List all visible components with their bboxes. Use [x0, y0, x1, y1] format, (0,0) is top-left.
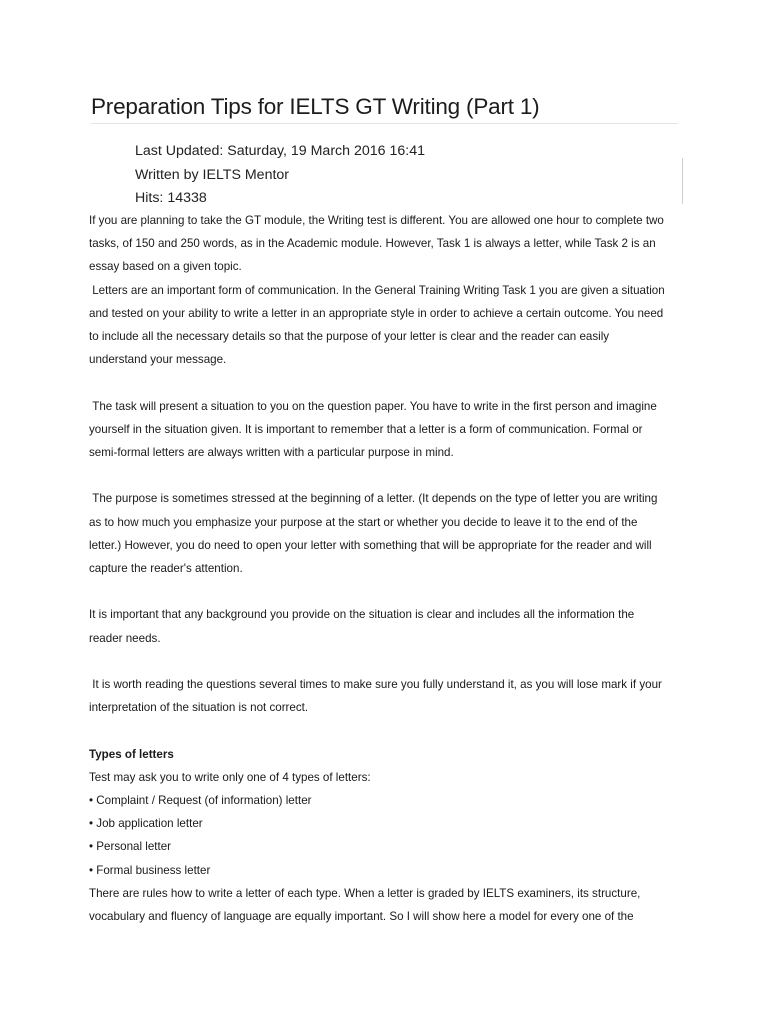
types-intro: Test may ask you to write only one of 4 types of letters: [89, 770, 371, 784]
author: Written by IELTS Mentor [135, 166, 290, 183]
article-body [89, 209, 669, 928]
paragraph-background: It is important that any background you provide on the situation is clear and includes all the information the reader needs. [89, 608, 638, 645]
letter-types-list [89, 789, 669, 882]
list-item: • Complaint / Request (of information) letter [89, 794, 312, 807]
paragraph-task-situation: The task will present a situation to you on the question paper. You have to write in the first person and imagine yourself in the situation given. It is important to remember that a letter is a form of communication. Formal or semi-formal letters are always written with a particular purpose in mind. [89, 399, 661, 460]
paragraph-closing: There are rules how to write a letter of each type. When a letter is graded by IELTS examiners, its structure, vocabulary and fluency of language are equally important. So I will show here a model for every one of the [89, 886, 644, 924]
paragraph-intro: If you are planning to take the GT module, the Writing test is different. You are allowed one hour to complete two tasks, of 150 and 250 words, as in the Academic module. However, Task 1 is always a letter, while Task 2 is an essay based on a given topic. [89, 214, 668, 274]
spacer [89, 580, 669, 603]
spacer [89, 650, 669, 673]
spacer [89, 371, 669, 394]
paragraph-letters: Letters are an important form of communication. In the General Training Writing Task 1 you are given a situation and tested on your ability to write a letter in an appropriate style in order to achieve a certain outcome. You need to include all the necessary details so that the purpose of your letter is clear and the reader can easily understand your message. [89, 283, 668, 367]
types-heading: Types of letters [89, 747, 174, 761]
list-item: • Personal letter [89, 840, 172, 854]
hits-count: Hits: 14338 [135, 190, 207, 206]
last-updated: Last Updated: Saturday, 19 March 2016 16:41 [135, 143, 425, 159]
spacer [89, 464, 669, 487]
scroll-indicator [682, 158, 683, 204]
paragraph-purpose: The purpose is sometimes stressed at the beginning of a letter. (It depends on the type of letter you are writing as to how much you emphasize your purpose at the start or whether you decide to leave it to the end of the letter.) However, you do need to open your letter with something that will be appropriate for the reader and will capture the reader's attention. [89, 492, 661, 576]
title-divider [91, 123, 678, 124]
article-meta [135, 140, 425, 211]
list-item: • Job application letter [89, 817, 203, 831]
page-title: Preparation Tips for IELTS GT Writing (Part 1) [91, 94, 540, 119]
paragraph-reading-questions: It is worth reading the questions several times to make sure you fully understand it, as you will lose mark if your interpretation of the situation is not correct. [89, 678, 666, 715]
list-item: • Formal business letter [89, 863, 211, 877]
spacer [89, 719, 669, 742]
